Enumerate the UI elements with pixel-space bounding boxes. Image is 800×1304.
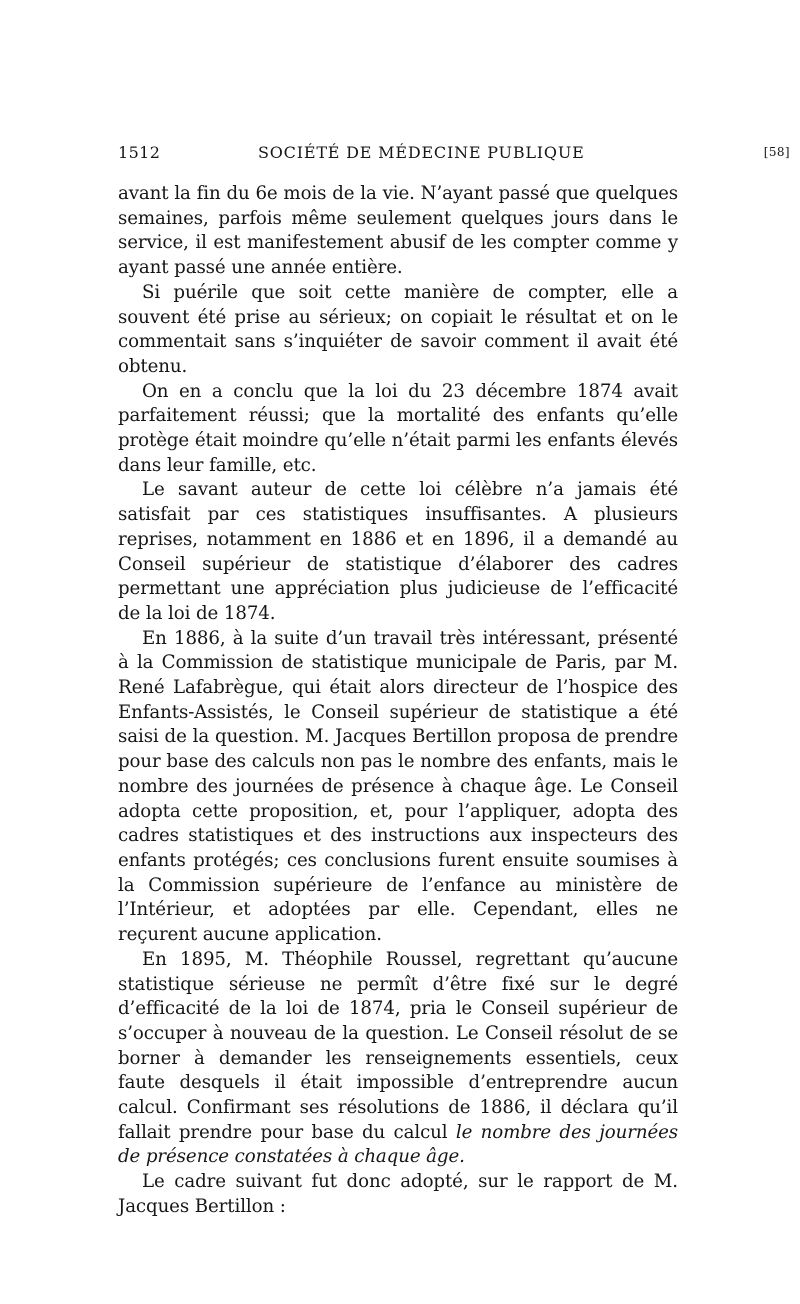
paragraph-7: Le cadre suivant fut donc adopté, sur le rapport de M. Jacques Bertillon : — [118, 1171, 678, 1217]
paragraph-4: Le savant auteur de cette loi célèbre n’a jamais été satisfait par ces statistiques insuffisantes. A plusieurs reprises, notamment en 1886 et en 1896, il a demandé au Conseil supérieur de statistique d’élaborer des cadres permettant une appréciation plus judicieuse de l’efficacité de la loi de 1874. — [118, 479, 678, 624]
running-title: SOCIÉTÉ DE MÉDECINE PUBLIQUE — [258, 143, 585, 162]
running-header — [118, 143, 790, 171]
paragraph-1: avant la fin du 6e mois de la vie. N’ayant passé que quelques semaines, parfois même seulement quelques jours dans le service, il est manifestement abusif de les compter comme y ayant passé une année entière. — [118, 183, 678, 279]
paragraph-6-text: En 1895, M. Théophile Roussel, regrettant qu’aucune statistique sérieuse ne permît d’être fixé sur le degré d’efficacité de la loi de 1874, pria le Conseil supérieur de s’occuper à nouveau de la question. Le Conseil résolut de se borner à demander les renseignements essentiels, ceux faute desquels il était impossible d’entreprendre aucun calcul. Confirmant ses résolutions de 1886, il déclara qu’il fallait prendre pour base du calcul — [118, 948, 678, 1143]
paragraph-2: Si puérile que soit cette manière de compter, elle a souvent été prise au sérieux; on copiait le résultat et on le commentait sans s’inquiéter de savoir comment il avait été obtenu. — [118, 281, 678, 377]
paragraph-3: On en a conclu que la loi du 23 décembre 1874 avait parfaitement réussi; que la mortalité des enfants qu’elle protège était moindre qu’elle n’était parmi les enfants élevés dans leur famille, etc. — [118, 380, 678, 476]
page-reference: [58] — [763, 145, 790, 159]
paragraph-5: En 1886, à la suite d’un travail très intéressant, présenté à la Commission de statistique municipale de Paris, par M. René Lafabrègue, qui était alors directeur de l’hospice des Enfants-Assistés, le Conseil supérieur de statistique a été saisi de la question. M. Jacques Bertillon proposa de prendre pour base des calculs non pas le nombre des enfants, mais le nombre des journées de présence à chaque âge. Le Conseil adopta cette proposition, et, pour l’appliquer, adopta des cadres statistiques et des instructions aux inspecteurs des enfants protégés; ces conclusions furent ensuite soumises à la Commission supérieure de l’enfance au ministère de l’Intérieur, et adoptées par elle. Cependant, elles ne reçurent aucune application. — [118, 627, 678, 946]
italic-emphasis: le nombre des journées de présence constatées à chaque âge. — [118, 1121, 679, 1168]
page-number: 1512 — [118, 143, 161, 162]
body-text — [118, 182, 678, 1220]
paragraph-6 — [118, 948, 678, 1170]
